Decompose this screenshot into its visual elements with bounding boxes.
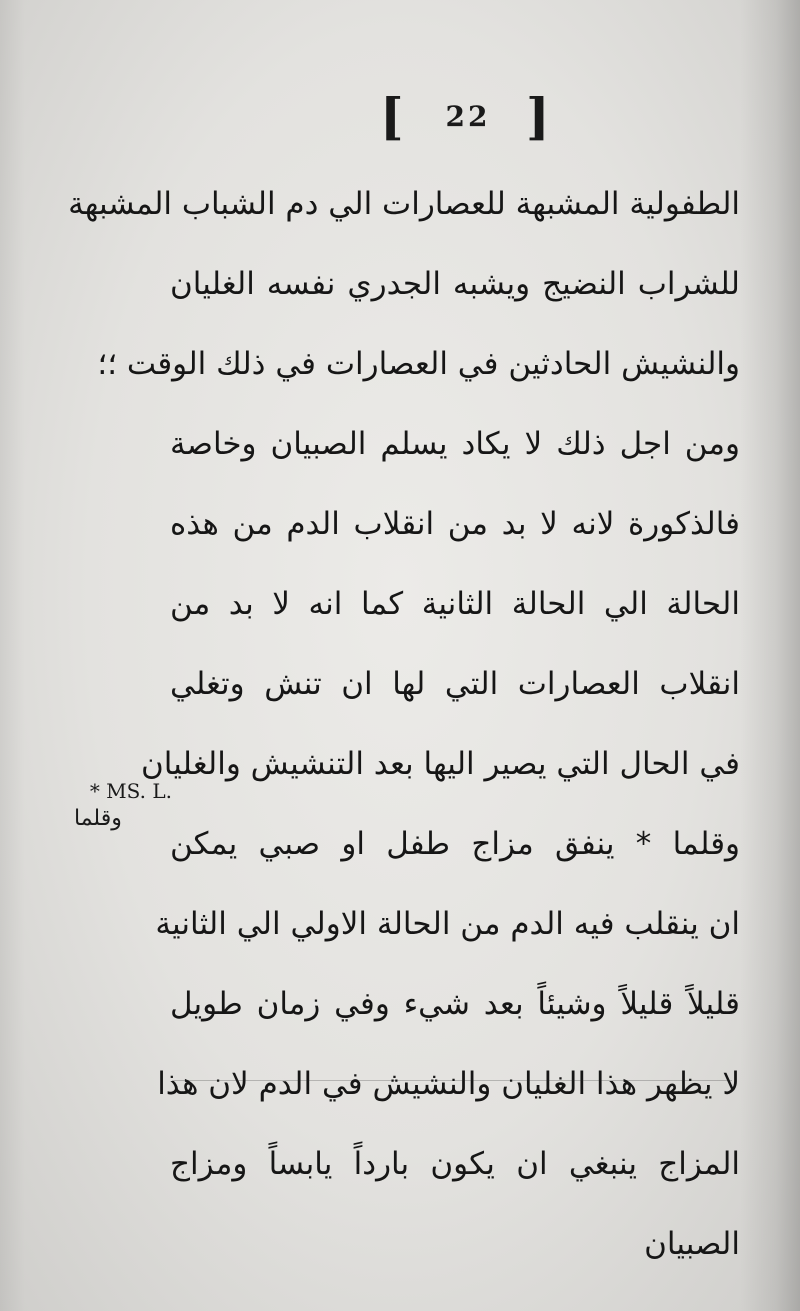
text-line: الطفولية المشبهة للعصارات الي دم الشباب المشبهة bbox=[68, 186, 740, 222]
text-line: لا يظهر هذا الغليان والنشيش في الدم لان هذا bbox=[157, 1066, 740, 1102]
text-line: فالذكورة لانه لا بد من انقلاب الدم من هذه bbox=[170, 506, 740, 542]
text-line: الحالة الي الحالة الثانية كما انه لا بد من bbox=[170, 586, 740, 622]
page-right-shading bbox=[740, 0, 800, 1311]
page-header bbox=[380, 87, 550, 146]
page-number: 22 bbox=[445, 100, 491, 133]
page-left-shading bbox=[0, 0, 25, 1311]
text-line: في الحال التي يصير اليها بعد التنشيش والغليان bbox=[140, 746, 740, 782]
text-line: المزاج ينبغي ان يكون بارداً يابساً ومزاج bbox=[170, 1146, 740, 1182]
text-line: للشراب النضيج ويشبه الجدري نفسه الغليان bbox=[170, 266, 740, 302]
text-line-final: الصبيان bbox=[644, 1226, 740, 1262]
text-line: قليلاً قليلاً وشيئاً بعد شيء وفي زمان طويل bbox=[170, 986, 740, 1022]
faint-rule bbox=[172, 1080, 732, 1081]
text-line: والنشيش الحادثين في العصارات في ذلك الوقت ؛؛ bbox=[97, 346, 740, 382]
margin-note bbox=[62, 778, 172, 834]
text-line: ان ينقلب فيه الدم من الحالة الاولي الي الثانية bbox=[155, 906, 740, 942]
manuscript-variant: وقلما bbox=[74, 806, 122, 831]
manuscript-reference: * MS. L. bbox=[89, 779, 172, 803]
text-line: ومن اجل ذلك لا يكاد يسلم الصبيان وخاصة bbox=[170, 426, 740, 462]
bracket-close: ] bbox=[526, 87, 550, 146]
text-line: انقلاب العصارات التي لها ان تنش وتغلي bbox=[170, 666, 740, 702]
bracket-open: [ bbox=[380, 87, 404, 146]
text-line: وقلما * ينفق مزاج طفل او صبي يمكن bbox=[170, 826, 740, 862]
